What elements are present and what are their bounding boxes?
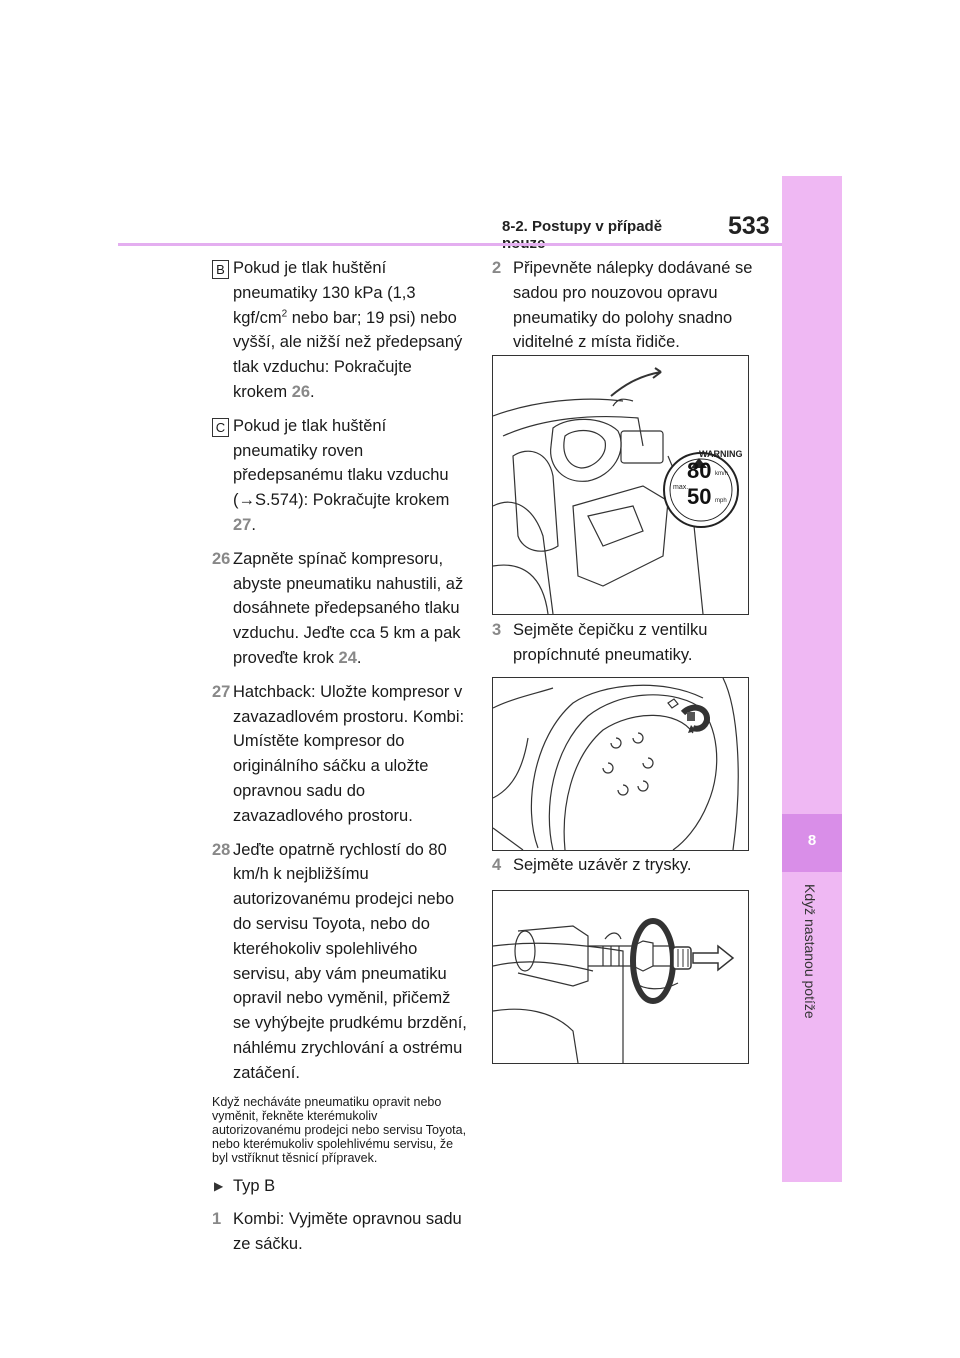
valve-cap-icon — [687, 712, 695, 721]
figure-nozzle-cap — [492, 890, 749, 1064]
triangle-bullet-icon: ▶ — [214, 1178, 224, 1193]
step-26-step-ref: 24 — [338, 648, 357, 667]
step-4-block — [492, 853, 758, 887]
sticker-warning: WARNING — [699, 449, 743, 459]
item-b-step-ref: 26 — [291, 382, 311, 401]
chapter-title: Když nastanou potíže — [802, 884, 818, 1019]
item-b-text-1: Pokud je tlak huštění pneumatiky 130 kPa (1,3 kgf/cm — [233, 259, 416, 327]
step-27 — [212, 680, 468, 829]
item-c — [212, 414, 468, 538]
step-28 — [212, 838, 468, 1086]
wheel-illustration — [493, 678, 748, 850]
sticker-max-label: max. — [673, 484, 689, 491]
sticker-unit-bottom: mph — [715, 498, 727, 504]
step-2 — [492, 256, 758, 355]
step-1-number: 1 — [212, 1210, 222, 1229]
step-3-number: 3 — [492, 621, 502, 639]
repair-note: Když necháváte pneumatiku opravit nebo vyměnit, řekněte kterémukoliv autorizovanému prodejci nebo servisu Toyota, nebo kterémukoliv spolehlivému servisu, že byl vstříknut těsnicí přípravek. — [212, 1094, 467, 1165]
box-label-c: C — [212, 418, 229, 437]
item-b-end: . — [310, 382, 315, 401]
pull-arrow-icon — [693, 946, 733, 970]
item-c-end: . — [251, 515, 256, 534]
step-4 — [492, 853, 758, 878]
step-28-text: Jeďte opatrně rychlostí do 80 km/h k nejbližšímu autorizovanému prodejci nebo do servisu Toyota, nebo do kteréhokoliv spolehlivého servisu, aby vám pneumatiku opravil nebo vyměnil, přičemž se vyhýbejte prudkému brzdění, náhlému zrychlování a ostrému zatáčení. — [233, 840, 467, 1082]
box-label-b: B — [212, 260, 229, 279]
step-27-text: Hatchback: Uložte kompresor v zavazadlovém prostoru. Kombi: Umístěte kompresor do originálního sáčku a uložte opravnou sadu do zavazadlového prostoru. — [233, 682, 465, 825]
sticker-speed-top: 80 — [687, 458, 712, 483]
step-3 — [492, 618, 758, 668]
item-b-text-2: nebo bar; 19 psi) nebo vyšší, ale nižší než předepsaný tlak vzduchu: Pokračujte krokem — [233, 308, 463, 401]
item-c-step-ref: 27 — [233, 515, 252, 534]
step-26-number: 26 — [212, 549, 231, 568]
step-26-end: . — [356, 648, 362, 667]
step-28-number: 28 — [212, 840, 231, 859]
step-2-number: 2 — [492, 259, 502, 277]
step-3-text: Sejměte čepičku z ventilku propíchnuté pneumatiky. — [513, 621, 708, 664]
step-27-number: 27 — [212, 682, 231, 701]
sticker-unit-top: km/h — [715, 471, 729, 477]
step-4-text: Sejměte uzávěr z trysky. — [513, 856, 692, 874]
page-number: 533 — [728, 212, 770, 240]
item-b — [212, 256, 468, 405]
left-column — [212, 256, 468, 1266]
step-3-block — [492, 618, 758, 677]
sticker-speed-bottom: 50 — [687, 484, 712, 509]
figure-wheel-valve — [492, 677, 749, 851]
step-1 — [212, 1207, 468, 1257]
figure-interior-sticker — [492, 355, 749, 615]
item-b-sup: 2 — [281, 308, 288, 320]
step-2-text: Připevněte nálepky dodávané se sadou pro nouzovou opravu pneumatiky do polohy snadno viditelné z místa řidiče. — [513, 259, 753, 352]
header-divider — [118, 243, 782, 246]
step-2-block — [492, 256, 758, 364]
type-heading — [212, 1174, 468, 1199]
step-4-number: 4 — [492, 856, 502, 874]
chapter-number: 8 — [807, 832, 817, 849]
type-heading-text: Typ B — [233, 1176, 276, 1195]
section-title: 8-2. Postupy v případě — [502, 218, 663, 235]
step-1-text: Kombi: Vyjměte opravnou sadu ze sáčku. — [233, 1210, 462, 1254]
item-c-text: Pokud je tlak huštění pneumatiky roven předepsanému tlaku vzduchu (→S.574): Pokračujte krokem — [233, 416, 450, 510]
step-26-text: Zapněte spínač kompresoru, abyste pneumatiku nahustili, až dosáhnete předepsaného tlaku vzduchu. Jeďte cca 5 km a pak proveďte krok — [233, 549, 464, 667]
step-26 — [212, 547, 468, 671]
nozzle-illustration — [493, 891, 748, 1063]
